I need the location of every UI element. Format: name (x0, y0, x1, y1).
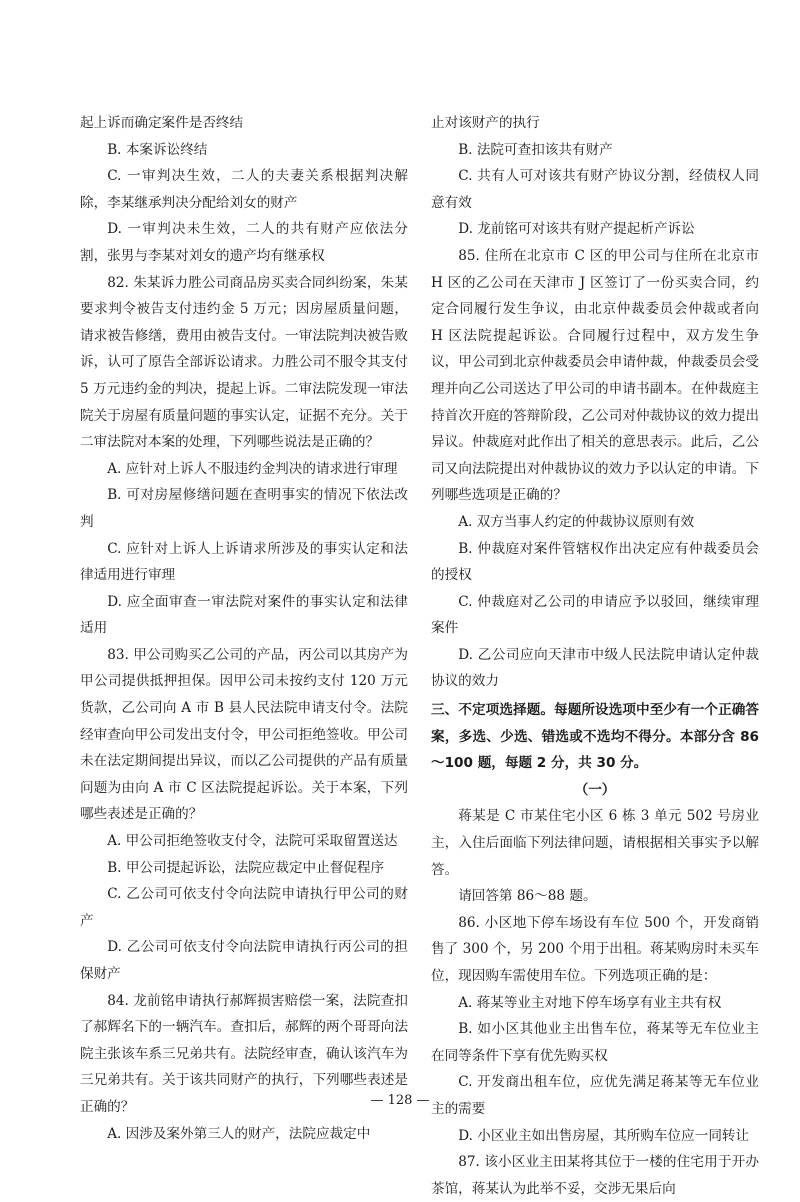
paragraph: B. 如小区其他业主出售车位，蒋某等无车位业主在同等条件下享有优先购买权 (431, 1021, 759, 1064)
paragraph: B. 可对房屋修缮问题在查明事实的情况下依法改判 (80, 487, 408, 530)
paragraph: B. 仲裁庭对案件管辖权作出决定应有仲裁委员会的授权 (431, 540, 759, 584)
paragraph: A. 应针对上诉人不服违约金判决的请求进行审理 (107, 460, 398, 477)
paragraph: 84. 龙前铭申请执行郝辉损害赔偿一案，法院查扣了郝辉名下的一辆汽车。查扣后，郝辉的两个哥哥向法院主张该车系三兄弟共有。法院经审查，确认该汽车为三兄弟共有。关于该共同财产的执行，下列哪些表述是正确的？ (80, 992, 408, 1115)
paragraph: 止对该财产的执行 (431, 115, 540, 131)
paragraph: D. 小区业主如出售房屋，其所购车位应一同转让 (458, 1127, 750, 1144)
paragraph: A. 甲公司拒绝签收支付令，法院可采取留置送达 (107, 833, 398, 850)
paragraph: A. 因涉及案外第三人的财产，法院应裁定中 (107, 1125, 371, 1142)
paragraph: C. 乙公司可依支付令向法院申请执行甲公司的财产 (80, 886, 408, 929)
paragraph: B. 甲公司提起诉讼，法院应裁定中止督促程序 (107, 859, 385, 876)
paragraph: D. 乙公司应向天津市中级人民法院申请认定仲裁协议的效力 (431, 646, 759, 690)
paragraph: D. 应全面审查一审法院对案件的事实认定和法律适用 (80, 593, 408, 637)
paragraph: C. 共有人可对该共有财产协议分割，经债权人同意有效 (431, 168, 759, 211)
paragraph: B. 本案诉讼终结 (107, 141, 208, 158)
paragraph: 85. 住所在北京市 C 区的甲公司与住所在北京市 H 区的乙公司在天津市 J 区签订了一份买卖合同，约定合同履行发生争议，由北京仲裁委员会仲裁或者向 H 区法院提起诉讼。合同履行过程中，双方发生争议，甲公司到北京仲裁委员会申请仲裁，仲裁委员会受理并向乙公司送达了甲公司的申请书副本。在仲裁庭主持首次开庭的答辩阶段，乙公司对仲裁协议的效力提出异议。仲裁庭对此作出了相关的意思表示。此后，乙公司又向法院提出对仲裁协议的效力予以认定的申请。下列哪些选项是正确的？ (431, 247, 759, 504)
paragraph: D. 龙前铭可对该共有财产提起析产诉讼 (458, 221, 695, 238)
paragraph: A. 蒋某等业主对地下停车场享有业主共有权 (458, 994, 722, 1011)
page-number: — 128 — (370, 1093, 430, 1108)
paragraph: 请回答第 86～88 题。 (458, 888, 597, 905)
paragraph: 82. 朱某诉力胜公司商品房买卖合同纠纷案，朱某要求判令被告支付违约金 5 万元；因房屋质量问题，请求被告修缮，费用由被告支付。一审法院判决被告败诉，认可了原告全部诉讼请求。力胜公司不服令其支付 5 万元违约金的判决，提起上诉。二审法院发现一审法院关于房屋有质量问题的事实认定，证据不充分。关于二审法院对本案的处理，下列哪些说法是正确的？ (80, 274, 408, 451)
paragraph: C. 仲裁庭对乙公司的申请应予以驳回，继续审理案件 (431, 593, 759, 637)
left-column (80, 110, 408, 1147)
paragraph: B. 法院可查扣该共有财产 (458, 141, 613, 158)
paragraph: 蒋某是 C 市某住宅小区 6 栋 3 单元 502 号房业主，入住后面临下列法律问题，请根据相关事实予以解答。 (431, 808, 759, 878)
right-column (431, 110, 759, 1202)
paragraph: A. 双方当事人约定的仲裁协议原则有效 (458, 513, 695, 530)
paragraph: C. 开发商出租车位，应优先满足蒋某等无车位业主的需要 (431, 1074, 759, 1117)
paragraph: 起上诉而确定案件是否终结 (80, 115, 244, 131)
paragraph: 86. 小区地下停车场设有车位 500 个，开发商销售了 300 个，另 200 个用于出租。蒋某购房时未买车位，现因购车需使用车位。下列选项正确的是： (431, 914, 759, 984)
right-paragraphs-2 (431, 803, 759, 1202)
paragraph: C. 一审判决生效，二人的夫妻关系根据判决解除，李某继承判决分配给刘女的财产 (80, 168, 408, 211)
right-paragraphs (431, 110, 759, 695)
paragraph: 83. 甲公司购买乙公司的产品，丙公司以其房产为甲公司提供抵押担保。因甲公司未按约支付 120 万元货款，乙公司向 A 市 B 县人民法院申请支付令。法院经审查向甲公司发出支付令，甲公司拒绝签收。甲公司未在法定期间提出异议，而以乙公司提供的产品有质量问题为由向 A 市 C 区法院提起诉讼。关于本案，下列哪些表述是正确的？ (80, 646, 408, 823)
paragraph: C. 应针对上诉人上诉请求所涉及的事实认定和法律适用进行审理 (80, 540, 408, 584)
paragraph: 87. 该小区业主田某将其位于一楼的住宅用于开办茶馆，蒋某认为此举不妥，交涉无果后向 (431, 1154, 759, 1197)
paragraph: D. 乙公司可依支付令向法院申请执行丙公司的担保财产 (80, 939, 408, 982)
subsection-heading: （一） (574, 781, 616, 798)
paragraph: D. 一审判决未生效，二人的共有财产应依法分割，张男与李某对刘女的遗产均有继承权 (80, 221, 408, 264)
section-heading: 三、不定项选择题。每题所设选项中至少有一个正确答案，多选、少选、错选或不选均不得分。本部分含 86～100 题，每题 2 分，共 30 分。 (431, 702, 759, 772)
